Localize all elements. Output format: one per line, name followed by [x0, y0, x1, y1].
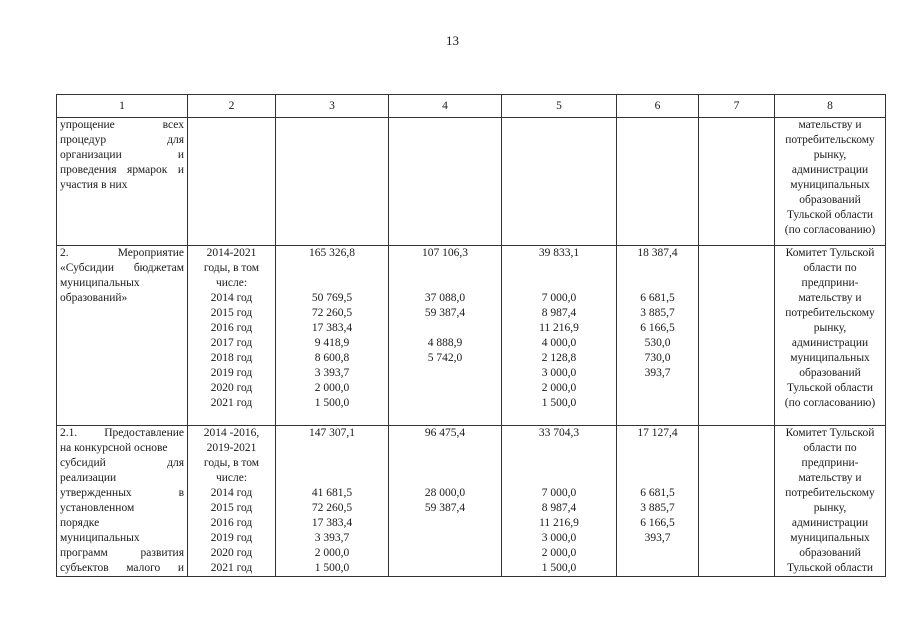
cell-line: 2014 -2016, [203, 427, 260, 439]
value: 7 000,0 [541, 292, 577, 304]
value: 41 681,5 [311, 487, 353, 499]
cell-line: проведения ярмарок и [60, 164, 184, 176]
executor-cell [775, 426, 886, 577]
local-funding-cell [617, 426, 699, 577]
empty-cell [276, 118, 389, 246]
value: 3 000,0 [541, 367, 577, 379]
value: 3 393,7 [314, 367, 350, 379]
value: 72 260,5 [311, 502, 353, 514]
cell-line: упрощение всех [60, 119, 184, 131]
value: 4 888,9 [427, 337, 463, 349]
year-label: 2015 год [210, 307, 253, 319]
cell-line: установленном [60, 502, 135, 514]
cell-line: числе: [215, 277, 248, 289]
value: 17 383,4 [311, 517, 353, 529]
program-table [56, 94, 886, 577]
executor-cell [775, 118, 886, 246]
cell-line: процедур для [60, 134, 184, 146]
cell-line: (по согласованию) [784, 224, 876, 236]
total-value: 18 387,4 [637, 247, 678, 259]
cell-line: администрации [791, 164, 869, 176]
value: 3 000,0 [541, 532, 577, 544]
cell-line: субъектов малого и [60, 562, 184, 574]
cell-line: Комитет Тульской [785, 427, 875, 439]
value: 17 383,4 [311, 322, 353, 334]
cell-line: области по [803, 442, 857, 454]
total-value: 39 833,1 [538, 247, 580, 259]
cell-line: образований» [60, 292, 128, 304]
value: 4 000,0 [541, 337, 577, 349]
cell-line: образований [799, 547, 861, 559]
value: 72 260,5 [311, 307, 353, 319]
cell-line: на конкурсной основе [60, 442, 168, 454]
cell-line: потребительскому [785, 487, 875, 499]
value: 8 987,4 [541, 307, 577, 319]
cell-line: рынку, [813, 502, 847, 514]
cell-line: потребительскому [785, 307, 875, 319]
total-value: 17 127,4 [637, 427, 678, 439]
cell-line: числе: [215, 472, 248, 484]
cell-line: предприни- [801, 277, 859, 289]
cell-line: образований [799, 367, 861, 379]
cell-line: администрации [791, 517, 869, 529]
value: 2 000,0 [314, 547, 350, 559]
cell-line: (по согласованию) [784, 397, 876, 409]
cell-line: программ развития [60, 547, 184, 559]
column-header: 4 [389, 95, 502, 118]
empty-cell [188, 118, 276, 246]
value: 393,7 [644, 532, 671, 544]
year-label: 2017 год [210, 337, 253, 349]
year-label: 2016 год [210, 517, 253, 529]
value: 9 418,9 [314, 337, 350, 349]
total-value: 165 326,8 [309, 247, 355, 259]
cell-line: 2019-2021 [206, 442, 257, 454]
cell-line: порядке [60, 517, 100, 529]
cell-line: мательству и [798, 292, 862, 304]
year-label: 2014 год [210, 487, 253, 499]
total-value: 107 106,3 [422, 247, 468, 259]
cell-line: Комитет Тульской [785, 247, 875, 259]
column-header: 7 [699, 95, 775, 118]
value: 28 000,0 [424, 487, 466, 499]
federal-funding-cell [389, 426, 502, 577]
total-value: 96 475,4 [424, 427, 466, 439]
cell-line: рынку, [813, 149, 847, 161]
column-header: 1 [57, 95, 188, 118]
value: 2 128,8 [541, 352, 577, 364]
cell-line: 2. Мероприятие [60, 247, 184, 259]
total-value: 147 307,1 [309, 427, 355, 439]
cell-line: утвержденных в [60, 487, 184, 499]
column-header: 5 [502, 95, 617, 118]
cell-line: рынку, [813, 322, 847, 334]
year-label: 2014 год [210, 292, 253, 304]
value: 50 769,5 [311, 292, 353, 304]
total-funding-cell [276, 246, 389, 426]
cell-line: Тульской области [786, 209, 873, 221]
value: 2 000,0 [541, 382, 577, 394]
cell-line: муниципальных [790, 532, 870, 544]
page-number: 13 [446, 33, 459, 48]
cell-line: муниципальных [60, 277, 140, 289]
value: 2 000,0 [314, 382, 350, 394]
empty-cell [389, 118, 502, 246]
regional-funding-cell [502, 246, 617, 426]
empty-cell [502, 118, 617, 246]
column-header: 2 [188, 95, 276, 118]
cell-line: 2.1. Предоставление [60, 427, 184, 439]
value: 7 000,0 [541, 487, 577, 499]
value: 730,0 [644, 352, 671, 364]
value: 3 393,7 [314, 532, 350, 544]
value: 393,7 [644, 367, 671, 379]
value: 2 000,0 [541, 547, 577, 559]
year-label: 2018 год [210, 352, 253, 364]
value: 3 885,7 [640, 502, 675, 514]
cell-line: участия в них [60, 179, 128, 191]
column-header: 8 [775, 95, 886, 118]
cell-line: организации и [60, 149, 184, 161]
executor-cell [775, 246, 886, 426]
empty-cell [699, 426, 775, 577]
value: 8 600,8 [314, 352, 350, 364]
total-funding-cell [276, 426, 389, 577]
value: 6 681,5 [640, 292, 675, 304]
year-label: 2015 год [210, 502, 253, 514]
cell-line: годы, в том [203, 457, 260, 469]
cell-line: мательству и [798, 472, 862, 484]
period-cell [188, 426, 276, 577]
value: 6 166,5 [640, 517, 675, 529]
value: 1 500,0 [541, 562, 577, 574]
cell-line: Тульской области [786, 382, 873, 394]
cell-line: годы, в том [203, 262, 260, 274]
empty-cell [617, 118, 699, 246]
year-label: 2021 год [210, 562, 253, 574]
table-row [57, 426, 886, 577]
value: 530,0 [644, 337, 671, 349]
table-row [57, 118, 886, 246]
value: 59 387,4 [424, 307, 466, 319]
activity-cell [57, 118, 188, 246]
column-header: 3 [276, 95, 389, 118]
year-label: 2016 год [210, 322, 253, 334]
value: 6 166,5 [640, 322, 675, 334]
value: 3 885,7 [640, 307, 675, 319]
cell-line: администрации [791, 337, 869, 349]
cell-line: субсидий для [60, 457, 184, 469]
value: 1 500,0 [541, 397, 577, 409]
cell-line: области по [803, 262, 857, 274]
year-label: 2020 год [210, 547, 253, 559]
year-label: 2019 год [210, 532, 253, 544]
cell-line: Тульской области [786, 562, 873, 574]
value: 6 681,5 [640, 487, 675, 499]
empty-cell [699, 246, 775, 426]
cell-line: муниципальных [60, 532, 140, 544]
value: 5 742,0 [427, 352, 463, 364]
cell-line: муниципальных [790, 352, 870, 364]
total-value: 33 704,3 [538, 427, 580, 439]
value: 1 500,0 [314, 562, 350, 574]
value: 11 216,9 [539, 517, 579, 529]
local-funding-cell [617, 246, 699, 426]
activity-cell [57, 426, 188, 577]
cell-line: предприни- [801, 457, 859, 469]
value: 11 216,9 [539, 322, 579, 334]
year-label: 2019 год [210, 367, 253, 379]
cell-line: образований [799, 194, 861, 206]
value: 8 987,4 [541, 502, 577, 514]
period-cell [188, 246, 276, 426]
table-header-row [57, 95, 886, 118]
year-label: 2020 год [210, 382, 253, 394]
cell-line: 2014-2021 [206, 247, 257, 259]
value: 37 088,0 [424, 292, 466, 304]
cell-line: потребительскому [785, 134, 875, 146]
column-header: 6 [617, 95, 699, 118]
regional-funding-cell [502, 426, 617, 577]
federal-funding-cell [389, 246, 502, 426]
activity-cell [57, 246, 188, 426]
table-row [57, 246, 886, 426]
value: 1 500,0 [314, 397, 350, 409]
cell-line: «Субсидии бюджетам [60, 262, 184, 274]
year-label: 2021 год [210, 397, 253, 409]
cell-line: мательству и [798, 119, 862, 131]
cell-line: реализации [60, 472, 117, 484]
value: 59 387,4 [424, 502, 466, 514]
cell-line: муниципальных [790, 179, 870, 191]
empty-cell [699, 118, 775, 246]
